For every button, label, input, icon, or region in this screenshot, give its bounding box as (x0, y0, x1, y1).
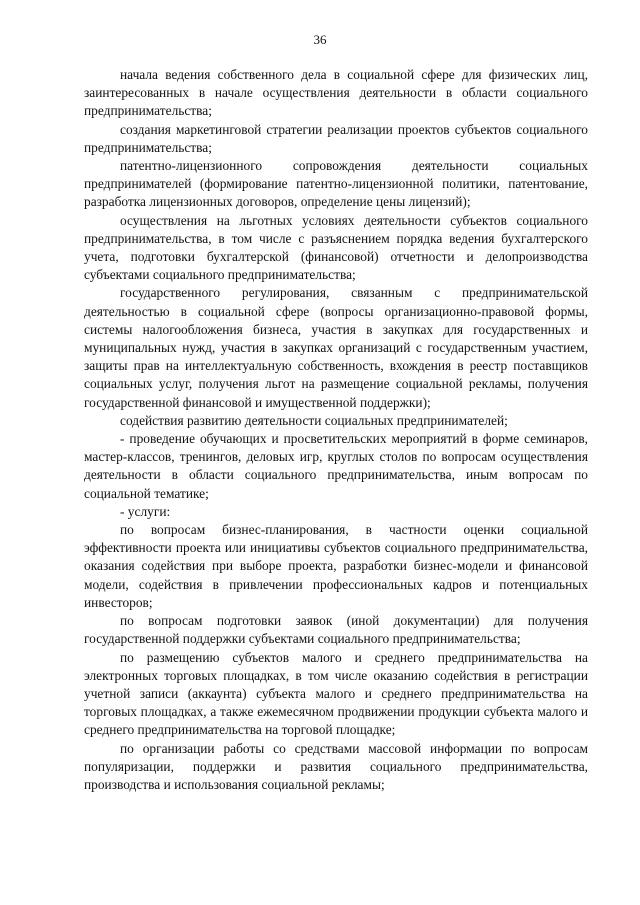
paragraph: осуществления на льготных условиях деятельности субъектов социального предпринимательства, в том числе с разъяснением порядка ведения бухгалтерского учета, подготовки бухгалтерской (финансовой) отчетности и делопроизводства субъектами социального предпринимательства; (84, 212, 588, 283)
paragraph: создания маркетинговой стратегии реализации проектов субъектов социального предпринимательства; (84, 121, 588, 155)
paragraph: - услуги: (120, 503, 171, 519)
paragraph: государственного регулирования, связанным с предпринимательской деятельностью в социальной сфере (вопросы организационно-правовой формы, системы налогообложения бизнеса, участия в закупках для государственных и муниципальных нужд, участия в закупках организаций с государственным участием, защиты прав на интеллектуальную собственность, вхождения в реестр поставщиков социальных услуг, получения льгот на размещение социальной рекламы, получения государственной финансовой и имущественной поддержки); (84, 285, 588, 410)
paragraph: начала ведения собственного дела в социальной сфере для физических лиц, заинтересованных в начале осуществления деятельности в области социального предпринимательства; (84, 67, 588, 119)
paragraph: содействия развитию деятельности социальных предпринимателей; (120, 412, 508, 428)
paragraph: - проведение обучающих и просветительских мероприятий в форме семинаров, мастер-классов, тренингов, деловых игр, круглых столов по вопросам осуществления деятельности в области социального предпринимательства, иным вопросам по социальной тематике; (84, 431, 588, 501)
paragraph: по размещению субъектов малого и среднего предпринимательства на электронных торговых площадках, в том числе оказанию содействия в регистрации учетной записи (аккаунта) субъекта малого и среднего предпринимательства на торговых площадках, а также ежемесячном продвижении продукции субъекта малого и среднего предпринимательства на торговой площадке; (84, 649, 588, 738)
paragraph: патентно-лицензионного сопровождения деятельности социальных предпринимателей (формирование патентно-лицензионной политики, патентование, разработка лицензионных договоров, определение цены лицензий); (84, 158, 588, 210)
paragraph: по вопросам бизнес-планирования, в частности оценки социальной эффективности проекта или инициативы субъектов социального предпринимательства, оказания содействия при выборе проекта, разработки бизнес-модели и финансовой модели, содействия в привлечении профессиональных кадров и потенциальных инвесторов; (84, 522, 588, 610)
paragraph: по вопросам подготовки заявок (иной документации) для получения государственной поддержки субъектами социального предпринимательства; (84, 613, 588, 647)
page-number: 36 (313, 32, 327, 47)
document-body (84, 66, 588, 794)
paragraph: по организации работы со средствами массовой информации по вопросам популяризации, поддержки и развития социального предпринимательства, производства и использования социальной рекламы; (84, 740, 588, 792)
